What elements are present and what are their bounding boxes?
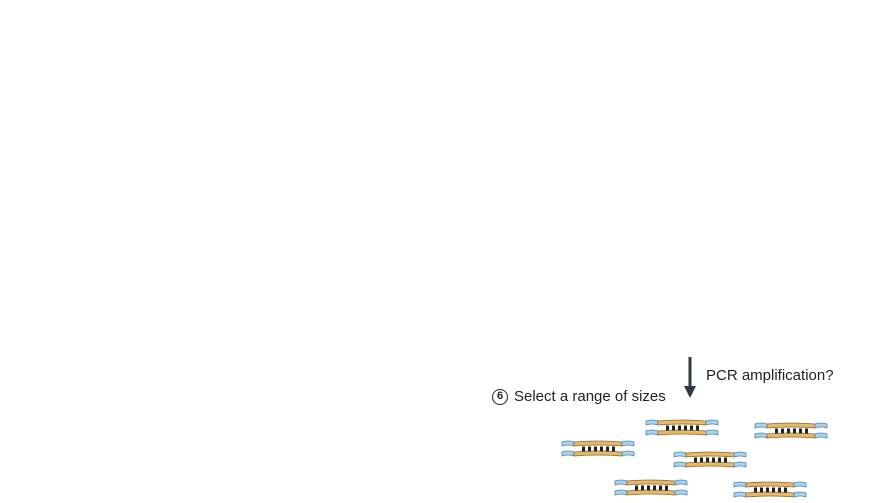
dna-fragment	[674, 452, 746, 467]
step-text: Select a range of sizes	[514, 388, 666, 405]
dna-fragment	[646, 420, 718, 435]
dna-fragment	[615, 480, 687, 495]
step-number-badge: 6	[492, 389, 508, 405]
pcr-amplification-label: PCR amplification?	[706, 367, 834, 384]
dna-fragment	[755, 423, 827, 438]
dna-fragment	[734, 482, 806, 497]
pcr-arrow	[684, 357, 696, 398]
dna-fragment	[562, 441, 634, 456]
step-6-label	[492, 388, 666, 405]
